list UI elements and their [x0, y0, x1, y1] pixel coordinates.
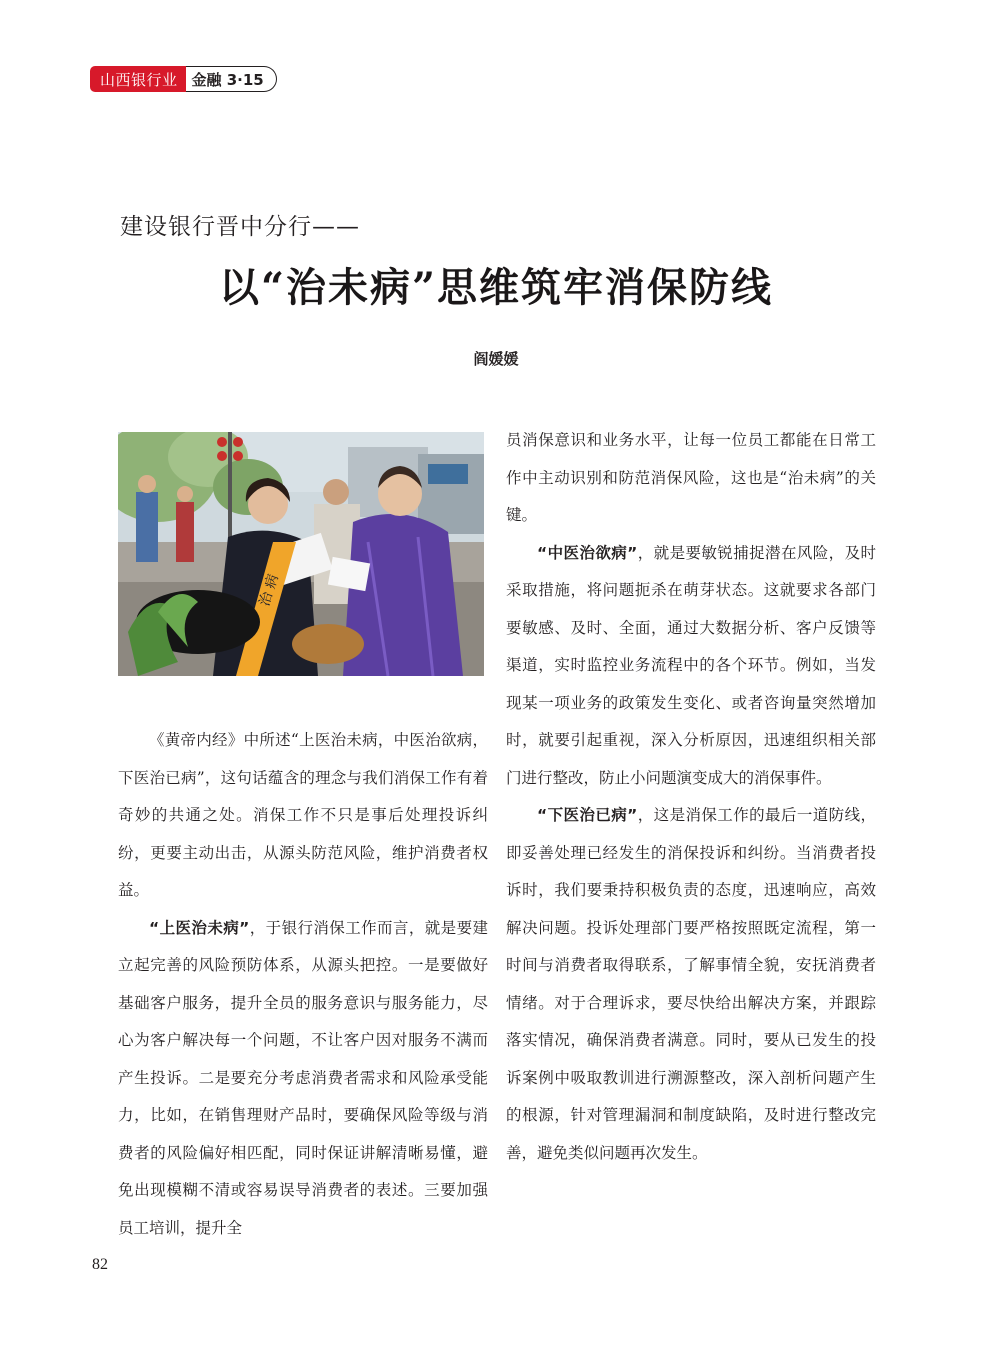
paragraph-text-middle: ，就是要敏锐捕捉潜在风险，及时采取措施，将问题扼杀在萌芽状态。这就要求各部门要敏感、及时、全面，通过大数据分析、客户反馈等渠道，实时监控业务流程中的各个环节。例如，当发现某一项业务的政策发生变化、或者咨询量突然增加时，就要引起重视，深入分析原因，迅速组织相关部门进行整改，防止小问题演变成大的消保事件。	[506, 543, 876, 787]
paragraph-continued: 员消保意识和业务水平，让每一位员工都能在日常工作中主动识别和防范消保风险，这也是“治未病”的关键。	[506, 431, 876, 524]
sash-label: 治 病	[256, 572, 282, 609]
paragraph-lead-upper: “上医治未病”	[149, 918, 250, 937]
paragraph-upper-doctor	[118, 910, 488, 1248]
article-subtitle: 建设银行晋中分行——	[120, 214, 360, 240]
paragraph-middle-doctor	[506, 535, 876, 798]
right-column	[506, 422, 876, 1172]
page-number: 82	[92, 1256, 108, 1273]
paragraph-lead-lower: “下医治已病”	[537, 806, 638, 824]
issue-label: 金融 3·15	[186, 66, 277, 92]
paragraph-text-lower: ，这是消保工作的最后一道防线，即妥善处理已经发生的消保投诉和纠纷。当消费者投诉时，我们要秉持积极负责的态度，迅速响应，高效解决问题。投诉处理部门要严格按照既定流程，第一时间与消费者取得联系，了解事情全貌，安抚消费者情绪。对于合理诉求，要尽快给出解决方案，并跟踪落实情况，确保消费者满意。同时，要从已发生的投诉案例中吸取教训进行溯源整改，深入剖析问题产生的根源，针对管理漏洞和制度缺陷，及时进行整改完善，避免类似问题再次发生。	[506, 806, 876, 1162]
article-title: 以“治未病”思维筑牢消保防线	[218, 264, 773, 311]
paragraph-text-upper: ，于银行消保工作而言，就是要建立起完善的风险预防体系，从源头把控。一是要做好基础客户服务，提升全员的服务意识与服务能力，尽心为客户解决每一个问题，不让客户因对服务不满而产生投诉。二是要充分考虑消费者需求和风险承受能力，比如，在销售理财产品时，要确保风险等级与消费者的风险偏好相匹配，同时保证讲解清晰易懂，避免出现模糊不清或容易误导消费者的表述。三要加强员工培训，提升全	[118, 918, 488, 1237]
left-column	[118, 722, 488, 1247]
article-author: 阎媛媛	[473, 350, 519, 368]
section-label: 山西银行业	[90, 66, 186, 92]
section-tab	[90, 66, 277, 92]
photo-illustration	[118, 432, 484, 676]
article-photo	[118, 432, 484, 676]
paragraph-lower-doctor	[506, 797, 876, 1172]
paragraph-lead-middle: “中医治欲病”	[537, 543, 638, 562]
paragraph-intro: 《黄帝内经》中所述“上医治未病，中医治欲病，下医治已病”，这句话蕴含的理念与我们消保工作有着奇妙的共通之处。消保工作不只是事后处理投诉纠纷，更要主动出击，从源头防范风险，维护消费者权益。	[118, 731, 488, 899]
